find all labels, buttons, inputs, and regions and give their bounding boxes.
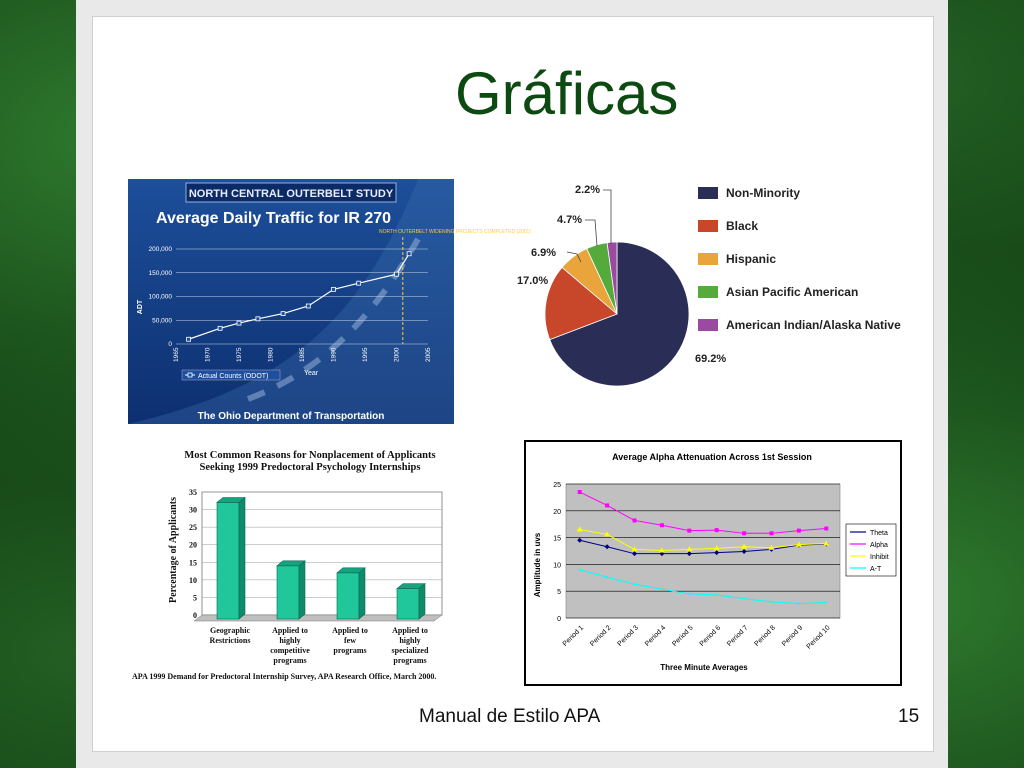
alpha-ytick-label: 0: [557, 616, 561, 623]
alpha-xtick-label: Period 9: [780, 624, 805, 648]
traffic-data-point: [306, 304, 310, 308]
bar-chart-svg: [130, 445, 482, 685]
alpha-xtick-label: Period 8: [753, 624, 777, 648]
pie-chart: [505, 178, 917, 393]
traffic-xtick-label: 2000: [393, 347, 401, 362]
pie-legend-label: American Indian/Alaska Native: [726, 318, 901, 332]
traffic-data-point: [407, 252, 411, 256]
bar-ytick-label: 5: [193, 593, 197, 603]
bar-category-label: Applied to: [332, 626, 368, 635]
bar-ytick-label: 0: [193, 611, 197, 620]
bar-chart-ylabel: Percentage of Applicants: [168, 497, 179, 603]
bar-value: [397, 589, 419, 619]
pie-slice-label: 4.7%: [557, 214, 583, 226]
traffic-data-point: [332, 287, 336, 291]
traffic-xtick-label: 1990: [330, 347, 338, 362]
alpha-xtick-label: Period 7: [726, 624, 750, 648]
alpha-data-point: ×: [769, 599, 774, 606]
alpha-ytick-label: 5: [557, 589, 561, 597]
bar-category-label: Restrictions: [209, 636, 251, 645]
bar-value: [337, 573, 359, 619]
traffic-ytick-label: 0: [168, 341, 172, 348]
alpha-ytick-label: 15: [553, 535, 561, 543]
bar-category-label: programs: [393, 656, 427, 665]
alpha-data-point: [797, 529, 801, 533]
alpha-data-point: ×: [824, 600, 828, 607]
alpha-data-point: [770, 531, 774, 535]
alpha-chart-title: Average Alpha Attenuation Across 1st Session: [612, 452, 812, 462]
pie-legend-swatch: [698, 220, 718, 232]
traffic-data-point: [281, 312, 285, 316]
alpha-xtick-label: Period 2: [589, 624, 613, 648]
traffic-ytick-label: 100,000: [148, 293, 172, 301]
traffic-chart: [128, 179, 531, 424]
pie-legend-label: Non-Minority: [726, 186, 800, 200]
alpha-data-point: ×: [605, 575, 609, 582]
bar-value: [217, 503, 239, 619]
alpha-data-point: ×: [714, 592, 719, 599]
bar-category-label: Applied to: [272, 626, 308, 635]
pie-legend-swatch: [698, 187, 718, 199]
alpha-legend-label: A-T: [870, 566, 882, 573]
bar-ytick-label: 35: [189, 488, 197, 497]
alpha-data-point: [687, 529, 691, 533]
alpha-ytick-label: 25: [553, 482, 561, 489]
traffic-xtick-label: 2005: [425, 347, 432, 362]
alpha-ytick-label: 10: [553, 562, 561, 570]
alpha-chart-svg: [524, 440, 902, 686]
bar-side-face: [359, 568, 365, 619]
alpha-chart-ylabel: Amplitude in uvs: [533, 532, 542, 598]
bar-chart: [130, 445, 482, 685]
alpha-xtick-label: Period 1: [561, 624, 586, 648]
bar-ytick-label: 25: [189, 523, 197, 533]
traffic-data-point: [218, 326, 222, 330]
traffic-ytick-label: 200,000: [148, 246, 172, 253]
slide-title: Gráficas: [455, 60, 679, 127]
traffic-xtick-label: 1985: [299, 347, 306, 362]
alpha-data-point: [633, 518, 637, 522]
alpha-xtick-label: Period 4: [643, 624, 668, 648]
pie-leader-line: [585, 220, 597, 246]
traffic-xlabel: Year: [304, 370, 319, 377]
bar-side-face: [299, 561, 305, 619]
bar-category-label: programs: [333, 646, 367, 655]
alpha-data-point: ×: [742, 596, 746, 603]
alpha-legend-label: Inhibit: [870, 554, 889, 561]
alpha-xtick-label: Period 6: [698, 624, 723, 648]
bar-category-label: highly: [279, 636, 301, 645]
traffic-xtick-label: 1975: [236, 347, 243, 362]
traffic-banner: NORTH CENTRAL OUTERBELT STUDY: [188, 188, 394, 200]
bar-ytick-label: 10: [189, 575, 197, 585]
bar-category-label: competitive: [270, 646, 310, 655]
alpha-chart-xlabel: Three Minute Averages: [660, 663, 748, 672]
traffic-annotation: NORTH OUTERBELT WIDENING PROJECTS COMPLETED (2001): [379, 229, 531, 235]
bar-category-label: few: [344, 636, 356, 645]
traffic-chart-svg: [128, 179, 531, 424]
bar-category-label: highly: [399, 636, 421, 645]
bar-category-label: Applied to: [392, 626, 428, 635]
alpha-data-point: ×: [577, 567, 582, 574]
alpha-data-point: ×: [659, 587, 664, 594]
traffic-xtick-label: 1995: [362, 347, 369, 362]
traffic-data-point: [357, 281, 361, 285]
pie-legend-label: Asian Pacific American: [726, 285, 859, 299]
pie-slice-label: 6.9%: [531, 247, 557, 259]
bar-value: [277, 566, 299, 619]
alpha-data-point: ×: [687, 591, 691, 598]
alpha-data-point: [605, 503, 609, 507]
alpha-xtick-label: Period 3: [616, 624, 640, 648]
traffic-legend-label: Actual Counts (ODOT): [198, 373, 269, 380]
pie-leader-line: [603, 190, 611, 244]
alpha-data-point: [715, 528, 719, 532]
traffic-data-point: [256, 317, 260, 321]
traffic-xtick-label: 1970: [204, 347, 212, 362]
alpha-data-point: [578, 490, 582, 494]
pie-legend-label: Black: [726, 219, 759, 233]
pie-chart-svg: [505, 178, 917, 393]
alpha-ytick-label: 20: [553, 508, 561, 516]
bar-category-label: Geographic: [210, 626, 250, 635]
pie-slice-label: 2.2%: [575, 184, 601, 196]
traffic-legend-marker: [188, 373, 192, 377]
traffic-data-point: [395, 272, 399, 276]
bar-chart-source: APA 1999 Demand for Predoctoral Internship Survey, APA Research Office, March 2000.: [132, 672, 437, 681]
pie-legend-swatch: [698, 319, 718, 331]
pie-slice-label: 69.2%: [695, 353, 727, 365]
alpha-chart: [524, 440, 902, 686]
traffic-footer: The Ohio Department of Transportation: [197, 411, 385, 422]
bar-chart-subtitle: Seeking 1999 Predoctoral Psychology Internships: [199, 462, 421, 473]
footer-text: Manual de Estilo APA: [419, 706, 601, 727]
traffic-ytick-label: 150,000: [148, 269, 172, 277]
alpha-data-point: [742, 531, 746, 535]
traffic-data-point: [237, 321, 241, 325]
page-number: 15: [898, 706, 920, 727]
pie-slice-label: 17.0%: [517, 275, 549, 287]
bar-chart-title: Most Common Reasons for Nonplacement of Applicants: [184, 450, 436, 461]
alpha-legend-label: Alpha: [870, 542, 888, 549]
traffic-xtick-label: 1965: [173, 347, 180, 362]
pie-legend-swatch: [698, 253, 718, 265]
traffic-ylabel: ADT: [137, 299, 144, 315]
traffic-ytick-label: 50,000: [152, 317, 172, 325]
bar-category-label: specialized: [391, 646, 429, 655]
alpha-xtick-label: Period 5: [671, 624, 695, 648]
traffic-xtick-label: 1980: [267, 347, 275, 362]
alpha-data-point: [824, 526, 828, 530]
traffic-chart-title: Average Daily Traffic for IR 270: [156, 210, 392, 227]
alpha-data-point: ×: [796, 601, 801, 608]
pie-legend-swatch: [698, 286, 718, 298]
bar-ytick-label: 15: [189, 558, 197, 568]
bar-side-face: [419, 584, 425, 619]
alpha-legend-label: Theta: [870, 530, 888, 537]
alpha-data-point: [660, 523, 664, 527]
alpha-xtick-label: Period 10: [805, 624, 832, 651]
traffic-data-point: [187, 337, 191, 341]
pie-legend-label: Hispanic: [726, 252, 777, 266]
bar-side-face: [239, 498, 245, 619]
bar-ytick-label: 30: [189, 505, 197, 515]
bar-category-label: programs: [273, 656, 307, 665]
alpha-data-point: ×: [632, 582, 637, 589]
bar-ytick-label: 20: [189, 540, 197, 550]
